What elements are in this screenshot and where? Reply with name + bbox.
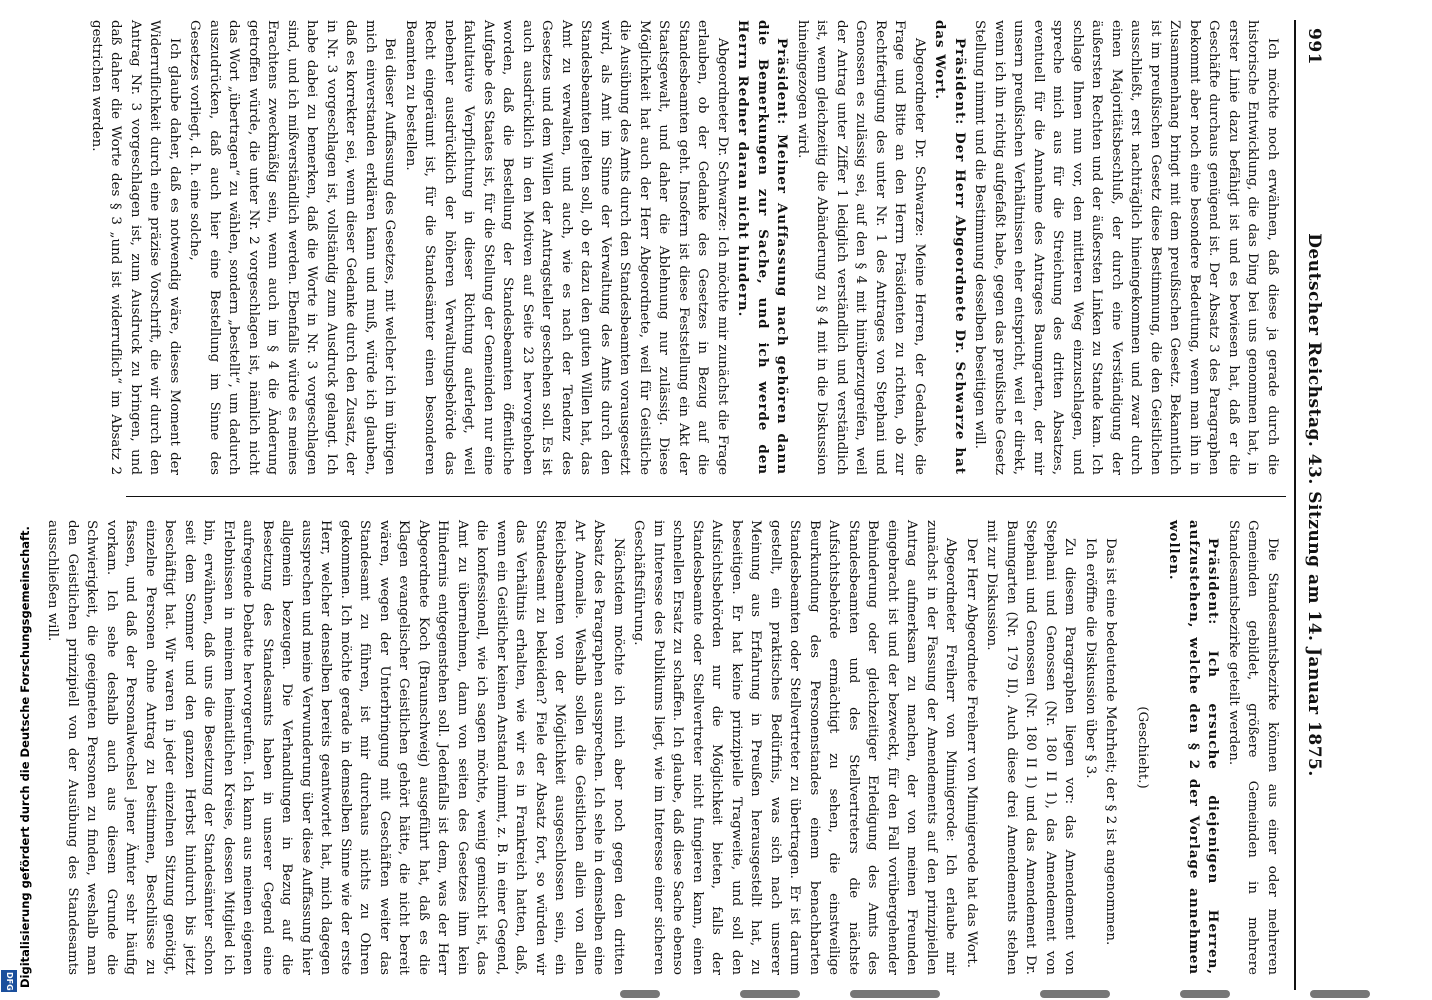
paragraph: Zu diesem Paragraphen liegen vor: das Amendement von Stephani und Genossen (Nr. 180 II 1), das Amendement von Stephani und Genossen (Nr. 180 II 1) und das Amendement Dr. Baumgarten (Nr. 179 II). Auch diese drei Amendements stehen mit zur Diskussion.: [984, 520, 1078, 975]
left-column: [89, 20, 1282, 475]
session-title: Deutscher Reichstag. 43. Sitzung am 14. Januar 1875.: [1304, 233, 1324, 777]
paragraph: Ich möchte noch erwähnen, daß diese ja gerade durch die historische Entwicklung, die das Ding bei uns genommen hat, in erster Linie dazu befähigt ist und es bewiesen hat, daß er die Geschäfte durchaus genügend ist. Der Absatz 3 des Paragraphen bekommt aber noch eine besondere Bedeutung, wenn man ihn in Zusammenhang bringt mit dem preußischen Gesetz. Bekanntlich ist im preußischen Gesetz diese Bestimmung, die den Geistlichen ausschließt, erst nachträglich hineingekommen und zwar durch einen Majoritätsbeschluß, der durch eine Verständigung der äußersten Rechten und der äußersten Linken zu Stande kam. Ich schlage Ihnen nun vor, den mittleren Weg einzuschlagen, und spreche mich aus für die Streichung des dritten Absatzes, eventuell für die Annahme des Antrages Baumgarten, der mir unsern preußischen Verhältnissen eher entspricht, weil er direkt, wenn ich ihn richtig aufgefaßt habe, gegen das preußische Gesetz Stellung nimmt und die Bestimmung desselben beseitigen will.: [972, 20, 1280, 475]
paragraph: Ich eröffne die Diskussion über § 3.: [1083, 538, 1098, 779]
speaker-paragraph: Präsident: Ich ersuche diejenigen Herren, aufzustehen, welche den § 2 der Vorlage annehmen wollen.: [1166, 520, 1222, 975]
digitization-note: Digitalisierung gefördert durch die Deutsche Forschungsgemeinschaft.: [18, 526, 32, 988]
right-column: [45, 520, 1282, 975]
paragraph: Der Herr Abgeordnete Freiherr von Minnigerode hat das Wort.: [964, 538, 979, 968]
digitization-margin: [0, 0, 32, 1000]
document-page: [45, 20, 1330, 990]
page-number: 991: [1304, 28, 1324, 65]
paragraph: Das ist eine bedeutende Mehrheit; der § 2 ist angenommen.: [1103, 538, 1119, 946]
paragraph: Die Standesamtsbezirke können aus einer oder mehreren Gemeinden gebildet, größere Gemeinden in mehrere Standesamtsbezirke geteilt werden.: [1226, 520, 1280, 975]
paragraph: Abgeordneter Freiherr von Minnigerode: Ich erlaube mir zunächst in der Fassung der Amendements auf den prinzipiellen Antrag aufmerksam zu machen, der von meinen Freunden eingebracht ist und der bezweckt, für den Fall vorübergehender Behinderung oder gleichzeitiger Erledigung des Amts des Standesbeamten und des Stellvertreters die nächste Aufsichtsbehörde ermächtigt zu sehen, die einstweilige Beurkundung des Personenstandes einem benachbarten Standesbeamten oder Stellvertreter zu übertragen. Er ist darum gestellt, ein praktisches Bedürfnis, was sich nach unserer Meinung aus Erfahrung in Preußen herausgestellt hat, zu beseitigen. Er hat keine prinzipielle Tragweite, und soll den Aufsichtsbehörden nur die Möglichkeit bieten, falls der Standesbeamte oder Stellvertreter nicht fungieren kann, einen schnellen Ersatz zu schaffen. Ich glaube, daß diese Sache ebenso im Interesse des Publikums liegt, wie im Interesse einer sicheren Geschäftsführung.: [631, 520, 959, 975]
scan-edge-artifacts: [620, 990, 1380, 1000]
paragraph: Abgeordneter Dr. Schwarze: Ich möchte mir zunächst die Frage erlauben, ob der Gedanke des Gesetzes in Bezug auf die Standesbeamten geht. Insofern ist diese Feststellung ein Akt der Staatsgewalt, und daher die Ablehnung nur zulässig. Diese Möglichkeit hat auch der Herr Abgeordnete, weil für Geistliche die Ausübung des Amts durch den Standesbeamten vorausgesetzt wird, als Amt im Sinne der Verwaltung des Amts durch den Standesbeamten gelten soll, ob er dazu den guten Willen hat, das Amt zu verwalten, und auch, wie es nach der Tendenz des Gesetzes und dem Willen der Antragsteller geschehen soll. Es ist auch ausdrücklich in den Motiven auf Seite 23 hervorgehoben worden, daß die Bestellung der Standesbeamten öffentliche Aufgabe des Staates ist, für die Stellung der Gemeinden nur eine fakultative Verpflichtung in dieser Richtung auferlegt, weil nebenher ausdrücklich der höheren Verwaltungsbehörde das Recht eingeräumt ist, für die Standesämter einen besonderen Beamten zu bestellen.: [403, 20, 730, 475]
paragraph: Bei dieser Auffassung des Gesetzes, mit welcher ich im übrigen mich einverstanden erklären kann und muß, würde ich glauben, daß es korrekter sei, wenn dieser Gedanke durch den Zusatz, der in Nr. 3 vorgeschlagen ist, vollständig zum Ausdruck gelangt. Ich habe dabei zu bemerken, daß die Worte in Nr. 3 vorgeschlagen sind, und ich mißverständlich werden. Ebenfalls würde es meines Erachtens zweckmäßig sein, wenn auch im § 4 die Änderung getroffen würde, die unter Nr. 2 vorgeschlagen ist, nämlich nicht das Wort „übertragen“ zu wählen, sondern „bestellt“, um dadurch auszudrücken, daß auch hier eine Bestellung im Sinne des Gesetzes vorliegt, d. h. eine solche,: [187, 20, 398, 475]
speaker-paragraph: Präsident: Der Herr Abgeordnete Dr. Schwarze hat das Wort.: [932, 20, 968, 475]
column-divider: [126, 496, 1286, 497]
stage-direction: (Geschieht.): [1135, 706, 1150, 789]
page-header: [1294, 20, 1330, 990]
speaker-paragraph: Präsident: Meiner Auffassung nach gehören dann die Bemerkungen zur Sache, und ich werde den Herrn Redner daran nicht hindern.: [735, 20, 791, 475]
dfg-logo: DFG: [1, 970, 17, 992]
paragraph: Nächstdem möchte ich mich aber noch gegen den dritten Absatz des Paragraphen aussprechen. Ich sehe in demselben eine Art Anomalie. Weshalb sollen die Geistlichen allein von allen Reichsbeamten von der Möglichkeit ausgeschlossen sein, ein Standesamt zu bekleiden? Fiele der Absatz fort, so würden wir das Verhältnis erhalten, wie wir es in Frankreich hatten, daß, wenn ein Geistlicher keinen Anstand nimmt, z. B. in einer Gegend, die konfessionell, wie ich sagen möchte, wenig gemischt ist, das Amt zu übernehmen, dann von seiten des Gesetzes ihm kein Hindernis entgegenstehen soll. Jedenfalls ist dem, was der Herr Abgeordnete Koch (Braunschweig) ausgeführt hat, daß es die Klagen evangelischer Geistlichen gehört hätte, die nicht bereit wären, wegen der Unterbringung mit Geschäften weiter das Standesamt zu führen, ist mir durchaus nichts zu Ohren gekommen. Ich möchte gerade in demselben Sinne wie der erste Herr, welcher denselben bereits geantwortet hat, mich dagegen aussprechen und meine Verwunderung über diese Auffassung hier allgemein bezeugen. Die Verhandlungen in Bezug auf die Besetzung des Standesamts haben in unserer Gegend eine aufregende Debatte hervorgerufen. Ich kann aus meinen eigenen Erlebnissen in meinem heimatlichen Kreise, dessen Mitglied ich bin, erwähnen, daß uns die Besetzung der Standesämter schon seit dem Sommer und den ganzen Herbst hindurch bis jetzt beschäftigt hat. Wir waren in jeder einzelnen Sitzung genötigt, einzelne Personen ohne Antrag zu bestimmen, Beschlüsse zu fassen, und daß der Personalwechsel jener Ämter sehr häufig vorkam. Ich sehe deshalb auch aus diesem Grunde die Schwierigkeit, die geeigneten Personen zu finden, weshalb man den Geistlichen prinzipiell von der Ausübung des Standesamts ausschließen will.: [45, 520, 626, 975]
paragraph: Ich glaube daher, daß es notwendig wäre, dieses Moment der Widerruflichkeit durch eine präzise Vorschrift, die wir durch den Antrag Nr. 3 vorgeschlagen ist, zum Ausdruck zu bringen, und daß daher die Worte des § 3 „und ist widerruflich“ im Absatz 2 gestrichen werden.: [89, 20, 182, 475]
paragraph: Abgeordneter Dr. Schwarze: Meine Herren, der Gedanke, die Frage und Bitte an den Herrn Präsidenten zu richten, ob zur Rechtfertigung des unter Nr. 1 des Antrages von Stephani und Genossen es zulässig sei, auf den § 4 mit hinüberzugreifen, weil der Antrag unter Ziffer 1 lediglich verständlich und verständlich ist, wenn gleichzeitig die Abänderung zu § 4 mit in die Diskussion hineingezogen wird.: [795, 20, 927, 475]
